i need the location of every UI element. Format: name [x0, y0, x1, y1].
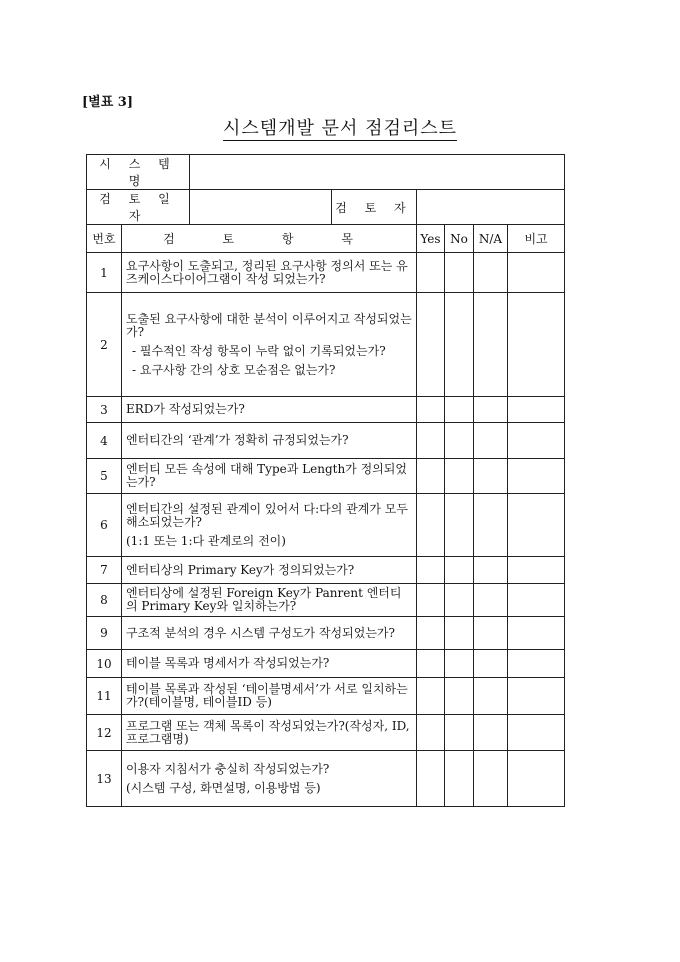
checklist-rows: [87, 253, 565, 807]
no-cell[interactable]: [445, 423, 474, 459]
yes-cell[interactable]: [417, 584, 445, 617]
row-number: 8: [87, 584, 122, 617]
review-item-text: 엔터티간의 ‘관계’가 정확히 규정되었는가?: [126, 433, 349, 447]
review-item-text: 엔터티상의 Primary Key가 정의되었는가?: [126, 562, 355, 577]
review-item-text: 구조적 분석의 경우 시스템 구성도가 작성되었는가?: [126, 625, 395, 640]
no-cell[interactable]: [445, 494, 474, 557]
review-item-text: 도출된 요구사항에 대한 분석이 이루어지고 작성되었는가?: [126, 311, 412, 339]
remark-cell[interactable]: [508, 650, 565, 678]
checklist-table: [86, 154, 565, 807]
review-item: [122, 584, 417, 617]
na-cell[interactable]: [474, 494, 508, 557]
yes-cell[interactable]: [417, 423, 445, 459]
page-title: 시스템개발 문서 점검리스트: [222, 118, 458, 139]
checklist-row: [87, 253, 565, 293]
review-item: [122, 397, 417, 423]
remark-cell[interactable]: [508, 253, 565, 293]
review-item: [122, 459, 417, 494]
review-item: [122, 617, 417, 650]
na-cell[interactable]: [474, 397, 508, 423]
row-number: 7: [87, 557, 122, 584]
review-item-text: 요구사항이 도출되고, 정리된 요구사항 정의서 또는 유즈케이스다이어그램이 작성 되었는가?: [126, 258, 408, 286]
review-subitem: - 필수적인 작성 항목이 누락 없이 기록되었는가?: [132, 343, 386, 358]
row-number: 5: [87, 459, 122, 494]
row-number: 12: [87, 715, 122, 751]
review-item: [122, 494, 417, 557]
na-cell[interactable]: [474, 751, 508, 807]
col-header-na: N/A: [474, 225, 508, 253]
col-header-no: 번호: [87, 225, 122, 253]
yes-cell[interactable]: [417, 253, 445, 293]
review-item-text: 엔터티 모든 속성에 대해 Type과 Length가 정의되었는가?: [126, 462, 407, 489]
annex-tag: [별표 3]: [82, 95, 133, 110]
review-item: [122, 253, 417, 293]
remark-cell[interactable]: [508, 423, 565, 459]
na-cell[interactable]: [474, 557, 508, 584]
review-item: [122, 678, 417, 715]
yes-cell[interactable]: [417, 650, 445, 678]
no-cell[interactable]: [445, 557, 474, 584]
row-number: 10: [87, 650, 122, 678]
row-number: 6: [87, 494, 122, 557]
row-number: 1: [87, 253, 122, 293]
no-cell[interactable]: [445, 715, 474, 751]
na-cell[interactable]: [474, 584, 508, 617]
review-item: [122, 715, 417, 751]
no-cell[interactable]: [445, 397, 474, 423]
review-date-value[interactable]: [190, 190, 332, 225]
system-name-label: 시 스 템 명: [87, 155, 190, 190]
remark-cell[interactable]: [508, 617, 565, 650]
review-item-text: 테이블 목록과 명세서가 작성되었는가?: [126, 656, 330, 670]
na-cell[interactable]: [474, 423, 508, 459]
col-header-item: 검 토 항 목: [122, 225, 417, 253]
review-item-note: (1:1 또는 1:다 관계로의 전이): [126, 533, 286, 548]
no-cell[interactable]: [445, 584, 474, 617]
na-cell[interactable]: [474, 293, 508, 397]
checklist-row: [87, 751, 565, 807]
no-cell[interactable]: [445, 459, 474, 494]
review-subitem: - 요구사항 간의 상호 모순점은 없는가?: [132, 362, 336, 377]
review-item-note: (시스템 구성, 화면설명, 이용방법 등): [126, 780, 321, 795]
review-item-text: 테이블 목록과 작성된 ‘테이블명세서’가 서로 일치하는가?(테이블명, 테이블ID 등): [126, 682, 408, 709]
checklist-row: [87, 494, 565, 557]
no-cell[interactable]: [445, 253, 474, 293]
col-header-no-answer: No: [445, 225, 474, 253]
yes-cell[interactable]: [417, 557, 445, 584]
remark-cell[interactable]: [508, 715, 565, 751]
yes-cell[interactable]: [417, 459, 445, 494]
review-item: [122, 751, 417, 807]
review-item-text: ERD가 작성되었는가?: [126, 402, 245, 416]
review-item: [122, 293, 417, 397]
na-cell[interactable]: [474, 650, 508, 678]
row-number: 2: [87, 293, 122, 397]
col-header-remark: 비고: [508, 225, 565, 253]
checklist-row: [87, 557, 565, 584]
row-number: 3: [87, 397, 122, 423]
remark-cell[interactable]: [508, 557, 565, 584]
no-cell[interactable]: [445, 650, 474, 678]
checklist-row: [87, 423, 565, 459]
row-number: 11: [87, 678, 122, 715]
checklist-row: [87, 678, 565, 715]
na-cell[interactable]: [474, 459, 508, 494]
remark-cell[interactable]: [508, 584, 565, 617]
no-cell[interactable]: [445, 293, 474, 397]
yes-cell[interactable]: [417, 751, 445, 807]
yes-cell[interactable]: [417, 678, 445, 715]
review-date-label: 검 토 일 자: [87, 190, 190, 225]
na-cell[interactable]: [474, 678, 508, 715]
na-cell[interactable]: [474, 617, 508, 650]
yes-cell[interactable]: [417, 617, 445, 650]
checklist-row: [87, 650, 565, 678]
system-name-value[interactable]: [190, 155, 565, 190]
row-number: 9: [87, 617, 122, 650]
yes-cell[interactable]: [417, 715, 445, 751]
remark-cell[interactable]: [508, 751, 565, 807]
na-cell[interactable]: [474, 253, 508, 293]
remark-cell[interactable]: [508, 678, 565, 715]
reviewer-label: 검 토 자: [332, 190, 417, 225]
checklist-row: [87, 293, 565, 397]
remark-cell[interactable]: [508, 397, 565, 423]
system-name-row: [87, 155, 565, 190]
checklist-row: [87, 397, 565, 423]
no-cell[interactable]: [445, 751, 474, 807]
review-item: [122, 557, 417, 584]
checklist-row: [87, 715, 565, 751]
row-number: 4: [87, 423, 122, 459]
na-cell[interactable]: [474, 715, 508, 751]
remark-cell[interactable]: [508, 494, 565, 557]
yes-cell[interactable]: [417, 293, 445, 397]
checklist-row: [87, 459, 565, 494]
no-cell[interactable]: [445, 617, 474, 650]
reviewer-value[interactable]: [417, 190, 565, 225]
review-item-text: 엔터티상에 설정된 Foreign Key가 Panrent 엔터티의 Primary Key와 일치하는가?: [126, 586, 402, 613]
checklist-row: [87, 617, 565, 650]
review-item-text: 이용자 지침서가 충실히 작성되었는가?: [126, 761, 330, 776]
checklist-row: [87, 584, 565, 617]
remark-cell[interactable]: [508, 293, 565, 397]
review-item: [122, 650, 417, 678]
remark-cell[interactable]: [508, 459, 565, 494]
row-number: 13: [87, 751, 122, 807]
yes-cell[interactable]: [417, 494, 445, 557]
yes-cell[interactable]: [417, 397, 445, 423]
review-item-text: 프로그램 또는 객체 목록이 작성되었는가?(작성자, ID, 프로그램명): [126, 718, 410, 746]
review-info-row: [87, 190, 565, 225]
no-cell[interactable]: [445, 678, 474, 715]
review-item-text: 엔터티간의 설정된 관계이 있어서 다:다의 관계가 모두 해소되었는가?: [126, 501, 408, 529]
review-item: [122, 423, 417, 459]
column-header-row: [87, 225, 565, 253]
col-header-yes: Yes: [417, 225, 445, 253]
